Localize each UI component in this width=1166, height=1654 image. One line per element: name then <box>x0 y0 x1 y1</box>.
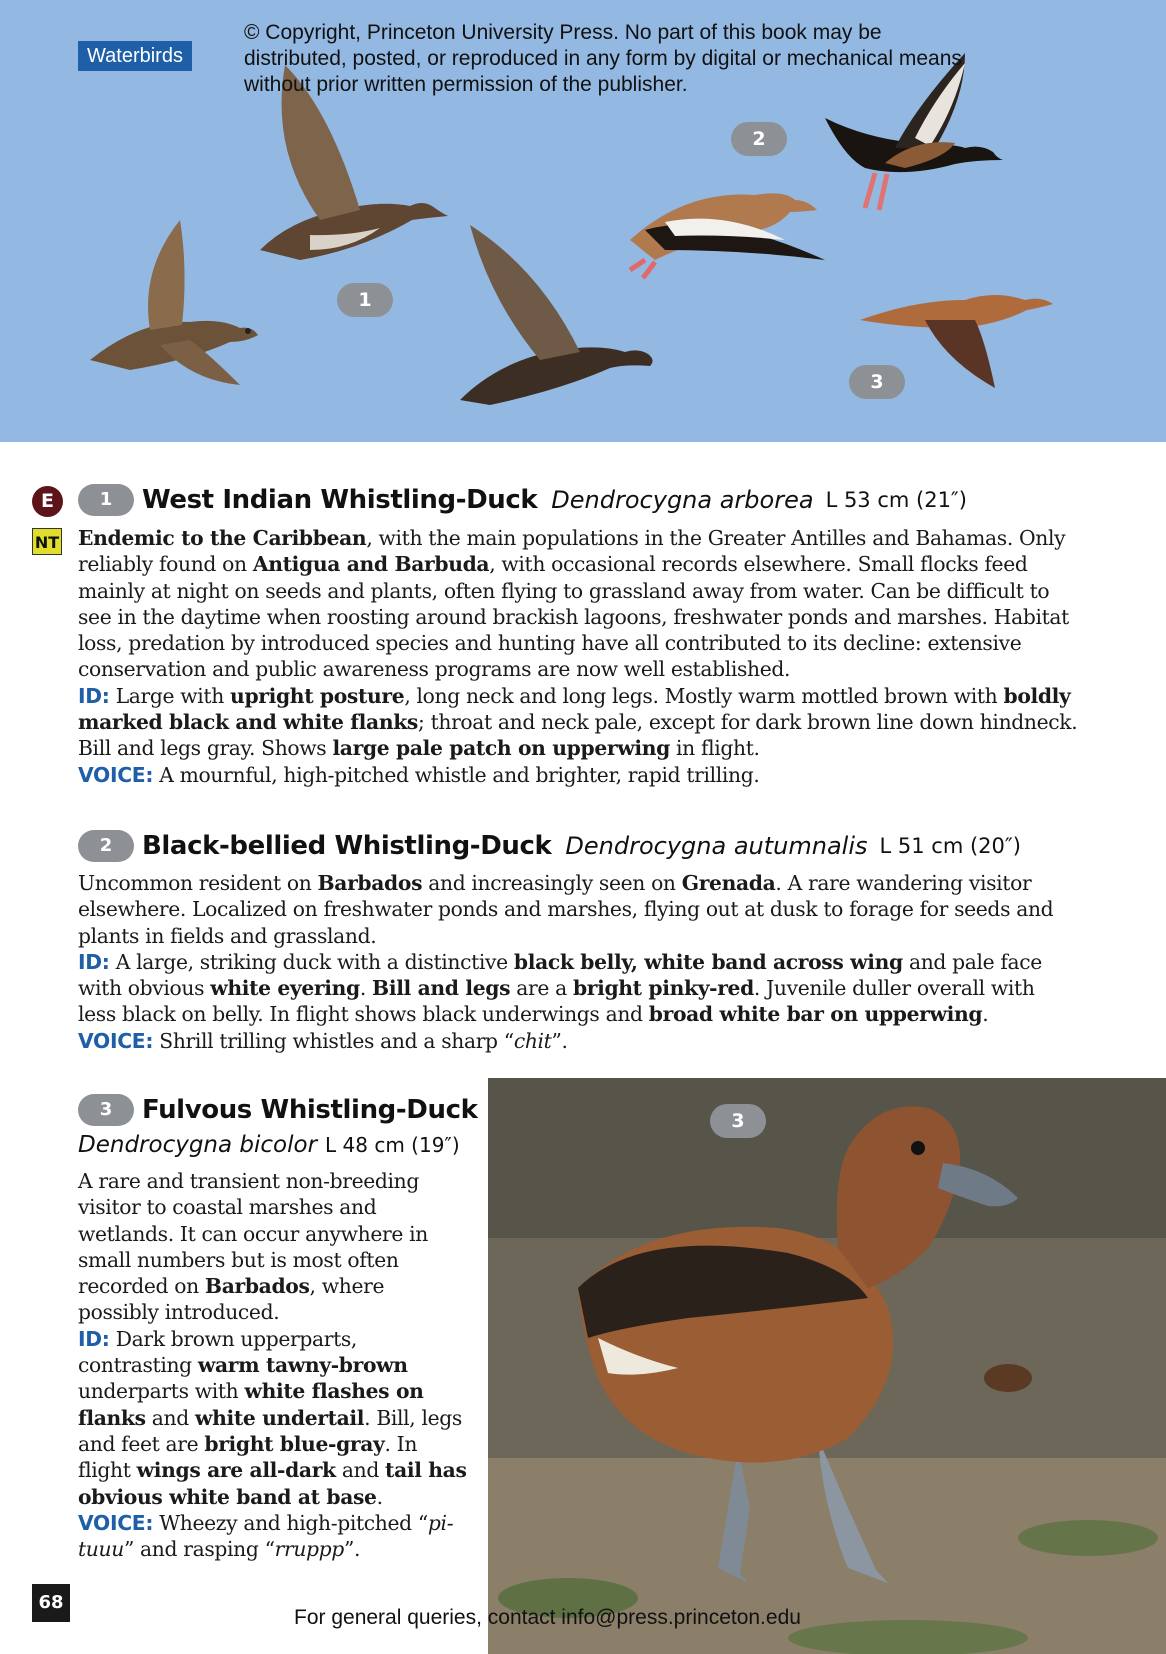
text-run: white undertail <box>194 1405 365 1430</box>
species-intro <box>78 526 1069 681</box>
footer-contact: For general queries, contact info@press.princeton.edu <box>294 1606 801 1629</box>
species-id-text <box>78 1327 467 1509</box>
species-heading-1 <box>78 484 967 516</box>
text-run: large pale patch on upperwing <box>332 736 670 761</box>
species-length: L 53 cm (21″) <box>825 488 967 512</box>
id-label: ID: <box>78 683 110 708</box>
text-run: warm tawny-brown <box>197 1353 408 1378</box>
text-run: chit <box>513 1028 552 1053</box>
species-voice-text <box>153 1029 567 1053</box>
species-number: 1 <box>78 484 134 516</box>
text-run: ”. <box>551 1028 568 1053</box>
species-number: 3 <box>78 1094 134 1126</box>
text-run: rruppp <box>274 1537 344 1562</box>
species-length: L 51 cm (20″) <box>879 834 1021 858</box>
text-run: Dark brown upperparts, contrasting <box>78 1326 358 1378</box>
species-voice-text <box>153 763 759 787</box>
figure-marker-2: 2 <box>731 122 787 156</box>
text-run: white eyering <box>210 976 360 1001</box>
id-label: ID: <box>78 949 110 974</box>
section-tag: Waterbirds <box>78 41 192 71</box>
text-run: Shrill trilling whistles and a sharp “ <box>153 1028 514 1053</box>
species-id-text <box>78 950 1042 1027</box>
text-run: upright posture <box>230 683 405 708</box>
species-text-3 <box>78 1168 470 1562</box>
voice-label: VOICE: <box>78 1510 154 1535</box>
text-run: Wheezy and high-pitched “ <box>153 1510 428 1535</box>
species-scientific-name: Dendrocygna arborea <box>551 486 814 514</box>
species-intro <box>78 871 1053 948</box>
text-run: , with the main populations in the Greater Antilles and Bahamas. Only reliably found on <box>78 526 1066 577</box>
species-text-2 <box>78 870 1078 1054</box>
text-run: black belly, white band across wing <box>513 949 903 974</box>
species-scientific-line-3 <box>78 1132 460 1158</box>
text-run: Endemic to the Caribbean <box>78 526 367 550</box>
text-run: Large with <box>109 683 231 708</box>
near-threatened-badge: NT <box>32 528 62 555</box>
text-run: . <box>376 1484 383 1509</box>
text-run: ; throat and neck pale, except for dark brown line down hindneck. Bill and legs gray. Shows <box>78 710 1078 761</box>
text-run: . Bill, legs and feet are <box>78 1405 462 1456</box>
text-run: bright blue-gray <box>204 1431 385 1456</box>
copyright-notice: © Copyright, Princeton University Press. No part of this book may be distributed, posted, or reproduced in any form by digital or mechanical means without prior written permission of the publisher. <box>244 21 962 96</box>
text-run: A mournful, high-pitched whistle and brighter, rapid trilling. <box>153 762 760 787</box>
duck-photo-illustration <box>488 1078 1166 1654</box>
text-run: are a <box>510 976 573 1001</box>
text-run: Barbados <box>317 871 423 895</box>
figure-marker-photo: 3 <box>710 1104 766 1138</box>
text-run: . A rare wandering visitor elsewhere. Localized on freshwater ponds and marshes, flying out at dusk to forage for seeds and plants in fields and grassland. <box>78 871 1054 948</box>
text-run: Antigua and Barbuda <box>252 552 490 577</box>
text-run: and <box>145 1405 195 1430</box>
voice-label: VOICE: <box>78 762 154 787</box>
species-number: 2 <box>78 830 134 862</box>
text-run: Barbados <box>204 1274 310 1299</box>
text-run: wings are all-dark <box>136 1458 336 1483</box>
species-heading-2 <box>78 830 1021 862</box>
text-run: , where possibly introduced. <box>78 1274 385 1325</box>
text-run: bright pinky-red <box>572 976 754 1001</box>
text-run: . <box>359 976 373 1001</box>
species-heading-3 <box>78 1094 477 1126</box>
text-run: broad white bar on upperwing <box>648 1002 983 1027</box>
text-run: , with occasional records elsewhere. Small flocks feed mainly at night on seeds and plants, often flying to grassland away from water. Can be difficult to see in the daytime when roosting around brackish lagoons, freshwater ponds and marshes. Habitat loss, predation by introduced species and hunting have all contributed to its decline: extensive conservation and public awareness programs are now well established. <box>78 552 1069 682</box>
species-length: L 48 cm (19″) <box>325 1133 460 1157</box>
text-run: Uncommon resident on <box>78 871 318 895</box>
text-run: Grenada <box>681 871 776 895</box>
text-run: . Juvenile duller overall with less black on belly. In flight shows black underwings and <box>78 976 1035 1027</box>
illustration-banner <box>0 0 1166 442</box>
species-scientific-name: Dendrocygna bicolor <box>78 1132 318 1158</box>
text-run: and <box>335 1458 386 1483</box>
species-id-text <box>78 684 1077 761</box>
species-common-name: Fulvous Whistling-Duck <box>142 1095 478 1125</box>
species-common-name: Black-bellied Whistling-Duck <box>142 831 552 861</box>
text-run: . <box>982 1002 989 1027</box>
text-run: A large, striking duck with a distinctive <box>109 949 514 974</box>
text-run: white flashes on flanks <box>78 1379 424 1430</box>
id-label: ID: <box>78 1326 110 1351</box>
figure-marker-3: 3 <box>849 365 905 399</box>
text-run: , long neck and long legs. Mostly warm mottled brown with <box>404 683 1004 708</box>
page-number: 68 <box>32 1584 70 1622</box>
duck-flight-illustration-1a <box>70 210 270 390</box>
text-run: pi-tuuu <box>78 1510 454 1562</box>
text-run: and increasingly seen on <box>422 871 682 895</box>
figure-marker-1: 1 <box>337 283 393 317</box>
text-run: underparts with <box>78 1379 245 1404</box>
text-run: ” and rasping “ <box>123 1537 275 1562</box>
species-text-1 <box>78 525 1078 788</box>
text-run: and pale face with obvious <box>78 949 1042 1001</box>
text-run: boldly marked black and white flanks <box>78 683 1071 735</box>
endemic-badge: E <box>32 486 63 517</box>
voice-label: VOICE: <box>78 1028 154 1053</box>
text-run: ”. <box>343 1537 361 1562</box>
species-scientific-name: Dendrocygna autumnalis <box>565 832 868 860</box>
text-run: A rare and transient non-breeding visitor to coastal marshes and wetlands. It can occur anywhere in small numbers but is most often recorded on <box>78 1169 428 1299</box>
text-run: Bill and legs <box>372 976 511 1001</box>
species-common-name: West Indian Whistling-Duck <box>142 485 538 515</box>
species-intro <box>78 1169 428 1324</box>
fulvous-whistling-duck-photo <box>488 1078 1166 1654</box>
text-run: tail has obvious white band at base <box>78 1458 467 1509</box>
text-run: in flight. <box>669 736 760 761</box>
text-run: . In flight <box>78 1431 418 1483</box>
